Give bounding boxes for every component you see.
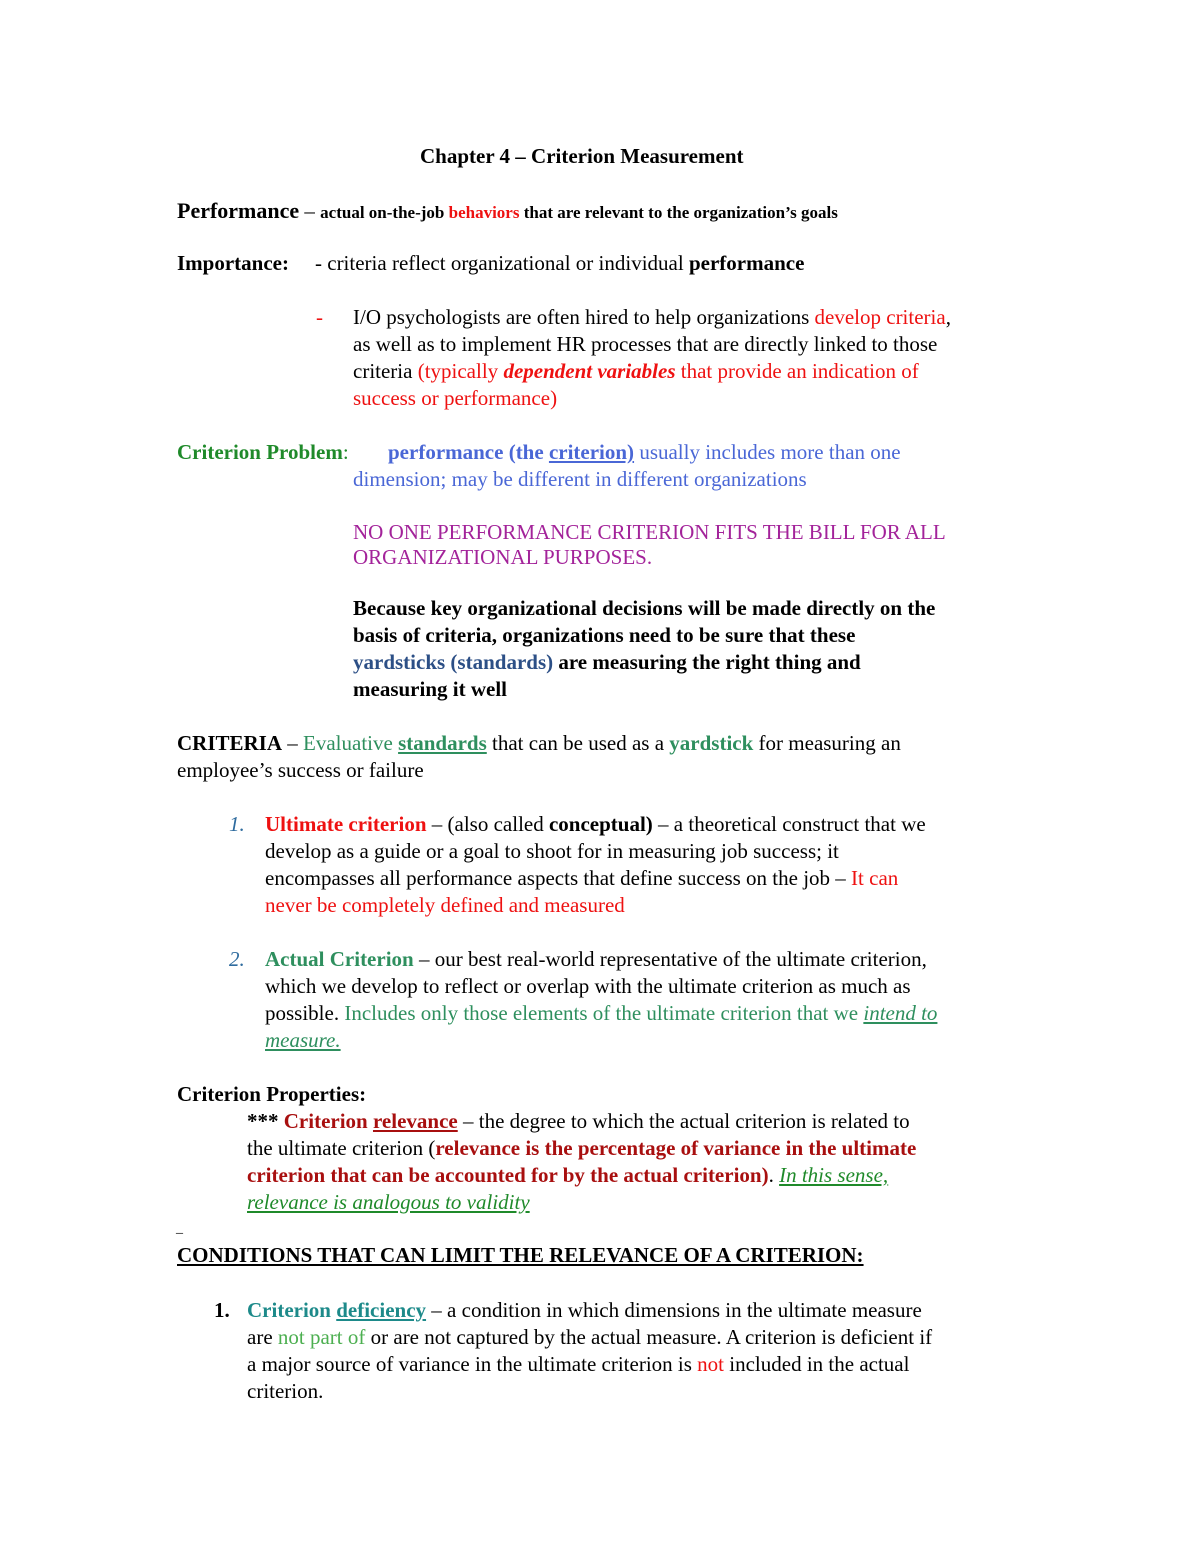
importance-p2-l3-red2: that provide an indication of <box>675 359 919 383</box>
ultimate-l3-a: encompasses all performance aspects that define success on the job – <box>265 866 852 890</box>
actual-l1-b: – our best real-world representative of the ultimate criterion, <box>413 947 927 971</box>
performance-dash: – <box>304 199 321 223</box>
conditions-heading: CONDITIONS THAT CAN LIMIT THE RELEVANCE OF A CRITERION: <box>177 1243 864 1267</box>
conditions-item1-number: 1. <box>214 1298 230 1322</box>
conditions-item1-line2 <box>247 1327 932 1348</box>
ultimate-l1-d: – a theoretical construct that we <box>652 812 926 836</box>
deficiency-l3-c: included in the actual <box>724 1352 910 1376</box>
criterion-problem-bold-line1: Because key organizational decisions will be made directly on the <box>353 596 936 620</box>
ultimate-criterion-term: Ultimate criterion <box>265 812 427 836</box>
properties-l3-a: criterion that can be accounted for by the actual criterion) <box>247 1163 769 1187</box>
importance-p2-l1-red: develop criteria <box>814 305 946 329</box>
list1-item1-line1 <box>265 814 926 835</box>
actual-l3-a: possible. <box>265 1001 345 1025</box>
criterion-problem-bold-line4: measuring it well <box>353 677 507 701</box>
criterion-problem-bold-line2: basis of criteria, organizations need to be sure that these <box>353 623 856 647</box>
deficiency-l2-c: or are not captured by the actual measure. A criterion is deficient if <box>365 1325 933 1349</box>
performance-def-behaviors: behaviors <box>448 203 520 222</box>
importance-p2-l1-text: I/O psychologists are often hired to help organizations <box>353 305 815 329</box>
properties-line3 <box>247 1165 888 1186</box>
list1-item2-line2: which we develop to reflect or overlap with the ultimate criterion as much as <box>265 974 911 998</box>
criteria-line1 <box>177 733 901 754</box>
conditions-item1-line3 <box>247 1354 909 1375</box>
properties-line2 <box>247 1138 916 1159</box>
properties-line1 <box>247 1111 910 1132</box>
criterion-problem-caps-line1: NO ONE PERFORMANCE CRITERION FITS THE BILL FOR ALL <box>353 520 946 544</box>
actual-l3-teal: Includes only those elements of the ultimate criterion that we <box>344 1001 864 1025</box>
criterion-problem-yardsticks: yardsticks (standards) <box>353 650 554 674</box>
criteria-evaluative: Evaluative <box>303 731 399 755</box>
list1-item2-line1 <box>265 949 927 970</box>
deficiency-not: not <box>697 1352 725 1376</box>
criterion-problem-colon: : <box>342 440 349 464</box>
properties-line4: relevance is analogous to validity <box>247 1190 530 1214</box>
properties-l2-b: relevance is the percentage of variance in the ultimate <box>435 1136 917 1160</box>
importance-p2-l1-comma: , <box>945 305 951 329</box>
criteria-term: CRITERIA <box>177 731 283 755</box>
properties-in-this-sense: In this sense, <box>779 1163 889 1187</box>
importance-line1-bold: performance <box>688 251 805 275</box>
list1-item1-line4: never be completely defined and measured <box>265 893 625 917</box>
criteria-standards: standards <box>398 731 487 755</box>
ultimate-conceptual: conceptual) <box>548 812 653 836</box>
importance-label: Importance: <box>177 251 289 275</box>
criterion-problem-bold-line3 <box>353 652 861 673</box>
list1-item2-line3 <box>265 1003 937 1024</box>
criterion-problem-caps-line2: ORGANIZATIONAL PURPOSES. <box>353 545 653 569</box>
performance-definition <box>177 200 838 222</box>
criterion-problem-l1-a: performance (the <box>388 440 549 464</box>
importance-line1-text: - criteria reflect organizational or individual <box>315 251 689 275</box>
page-title: Chapter 4 – Criterion Measurement <box>420 144 744 168</box>
deficiency-l3-a: a major source of variance in the ultimate criterion is <box>247 1352 698 1376</box>
deficiency-criterion: Criterion <box>247 1298 337 1322</box>
ultimate-l1-b: – (also called <box>426 812 549 836</box>
properties-l2-a: the ultimate criterion ( <box>247 1136 436 1160</box>
list1-item2-line4: measure. <box>265 1028 341 1052</box>
list1-item1-line2: develop as a guide or a goal to shoot for in measuring job success; it <box>265 839 839 863</box>
properties-stars: *** <box>247 1109 284 1133</box>
criterion-problem-line2: dimension; may be different in different organizations <box>353 467 807 491</box>
properties-l1-d: – the degree to which the actual criterion is related to <box>457 1109 910 1133</box>
list1-item2-number: 2. <box>229 947 245 971</box>
criterion-problem-bold-l3-b: are measuring the right thing and <box>553 650 861 674</box>
criterion-problem-l1-c: usually includes more than one <box>634 440 901 464</box>
ultimate-l3-red: It can <box>851 866 899 890</box>
actual-criterion-term: Actual Criterion <box>265 947 414 971</box>
importance-p2-line2: as well as to implement HR processes that are directly linked to those <box>353 332 938 356</box>
criterion-problem-term: Criterion Problem <box>177 440 343 464</box>
conditions-item1-line1 <box>247 1300 922 1321</box>
criteria-l1-e: for measuring an <box>753 731 901 755</box>
importance-line1 <box>315 253 804 274</box>
importance-p2-l3-red: (typically <box>417 359 504 383</box>
conditions-item1-line4: criterion. <box>247 1379 324 1403</box>
importance-bullet: - <box>316 305 323 329</box>
list1-item1-line3 <box>265 868 898 889</box>
criterion-problem-label <box>177 442 349 463</box>
properties-l3-period: . <box>768 1163 780 1187</box>
list1-item1-number: 1. <box>229 812 245 836</box>
criteria-yardstick: yardstick <box>669 731 754 755</box>
deficiency-not-part-of: not part of <box>277 1325 366 1349</box>
stray-underscore: _ <box>176 1221 183 1236</box>
criteria-line2: employee’s success or failure <box>177 758 424 782</box>
deficiency-l2-a: are <box>247 1325 278 1349</box>
importance-p2-l3-text: criteria <box>353 359 418 383</box>
criterion-properties-heading: Criterion Properties: <box>177 1082 367 1106</box>
performance-def-a: actual on-the-job <box>320 203 449 222</box>
criteria-dash: – <box>282 731 304 755</box>
properties-criterion: Criterion <box>283 1109 373 1133</box>
importance-p2-l3-dependent: dependent variables <box>503 359 676 383</box>
importance-p2-line1 <box>353 307 951 328</box>
criterion-problem-l1-criterion: criterion) <box>548 440 635 464</box>
actual-intend-to: intend to <box>863 1001 938 1025</box>
criterion-problem-line1 <box>388 442 901 463</box>
criteria-l1-c: that can be used as a <box>486 731 670 755</box>
importance-p2-line4: success or performance) <box>353 386 558 410</box>
importance-p2-line3 <box>353 361 919 382</box>
deficiency-term: deficiency <box>336 1298 427 1322</box>
properties-relevance: relevance <box>372 1109 458 1133</box>
performance-def-c: that are relevant to the organization’s goals <box>519 203 838 222</box>
performance-term: Performance <box>177 198 300 223</box>
deficiency-l1-c: – a condition in which dimensions in the ultimate measure <box>426 1298 922 1322</box>
